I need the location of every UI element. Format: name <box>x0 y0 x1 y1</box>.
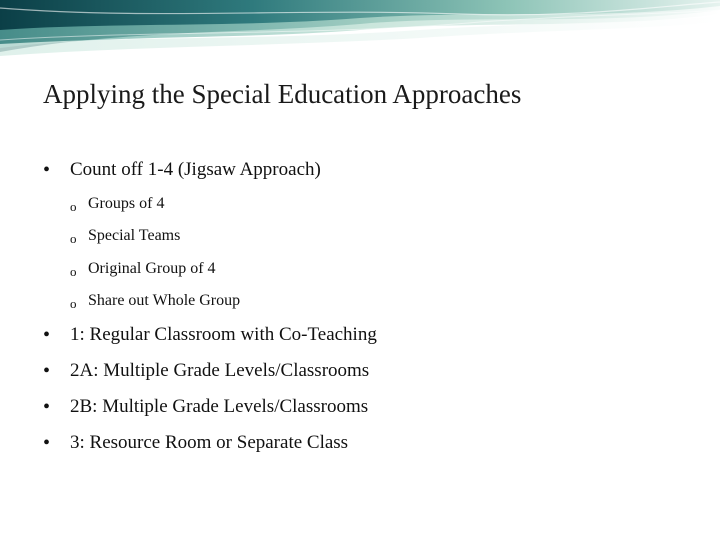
hollow-bullet-icon: o <box>70 264 77 279</box>
list-item-text: 3: Resource Room or Separate Class <box>70 432 349 453</box>
hollow-bullet-icon: o <box>70 296 77 311</box>
sub-list-item-text: Share out Whole Group <box>88 292 241 309</box>
slide-title: Applying the Special Education Approaches <box>43 79 522 109</box>
sub-list-item-text: Special Teams <box>88 227 181 244</box>
list-item-text: Count off 1-4 (Jigsaw Approach) <box>70 159 321 180</box>
bullet-icon: • <box>43 159 51 181</box>
list-item-text: 1: Regular Classroom with Co-Teaching <box>70 324 377 345</box>
hollow-bullet-icon: o <box>70 199 77 214</box>
bullet-icon: • <box>43 396 51 418</box>
list-item-text: 2B: Multiple Grade Levels/Classrooms <box>70 396 369 417</box>
sub-list-item-text: Original Group of 4 <box>88 260 216 277</box>
bullet-icon: • <box>43 432 51 454</box>
list-item-text: 2A: Multiple Grade Levels/Classrooms <box>70 360 370 381</box>
hollow-bullet-icon: o <box>70 231 77 246</box>
bullet-icon: • <box>43 360 51 382</box>
bullet-icon: • <box>43 324 51 346</box>
sub-list-item-text: Groups of 4 <box>88 195 165 212</box>
